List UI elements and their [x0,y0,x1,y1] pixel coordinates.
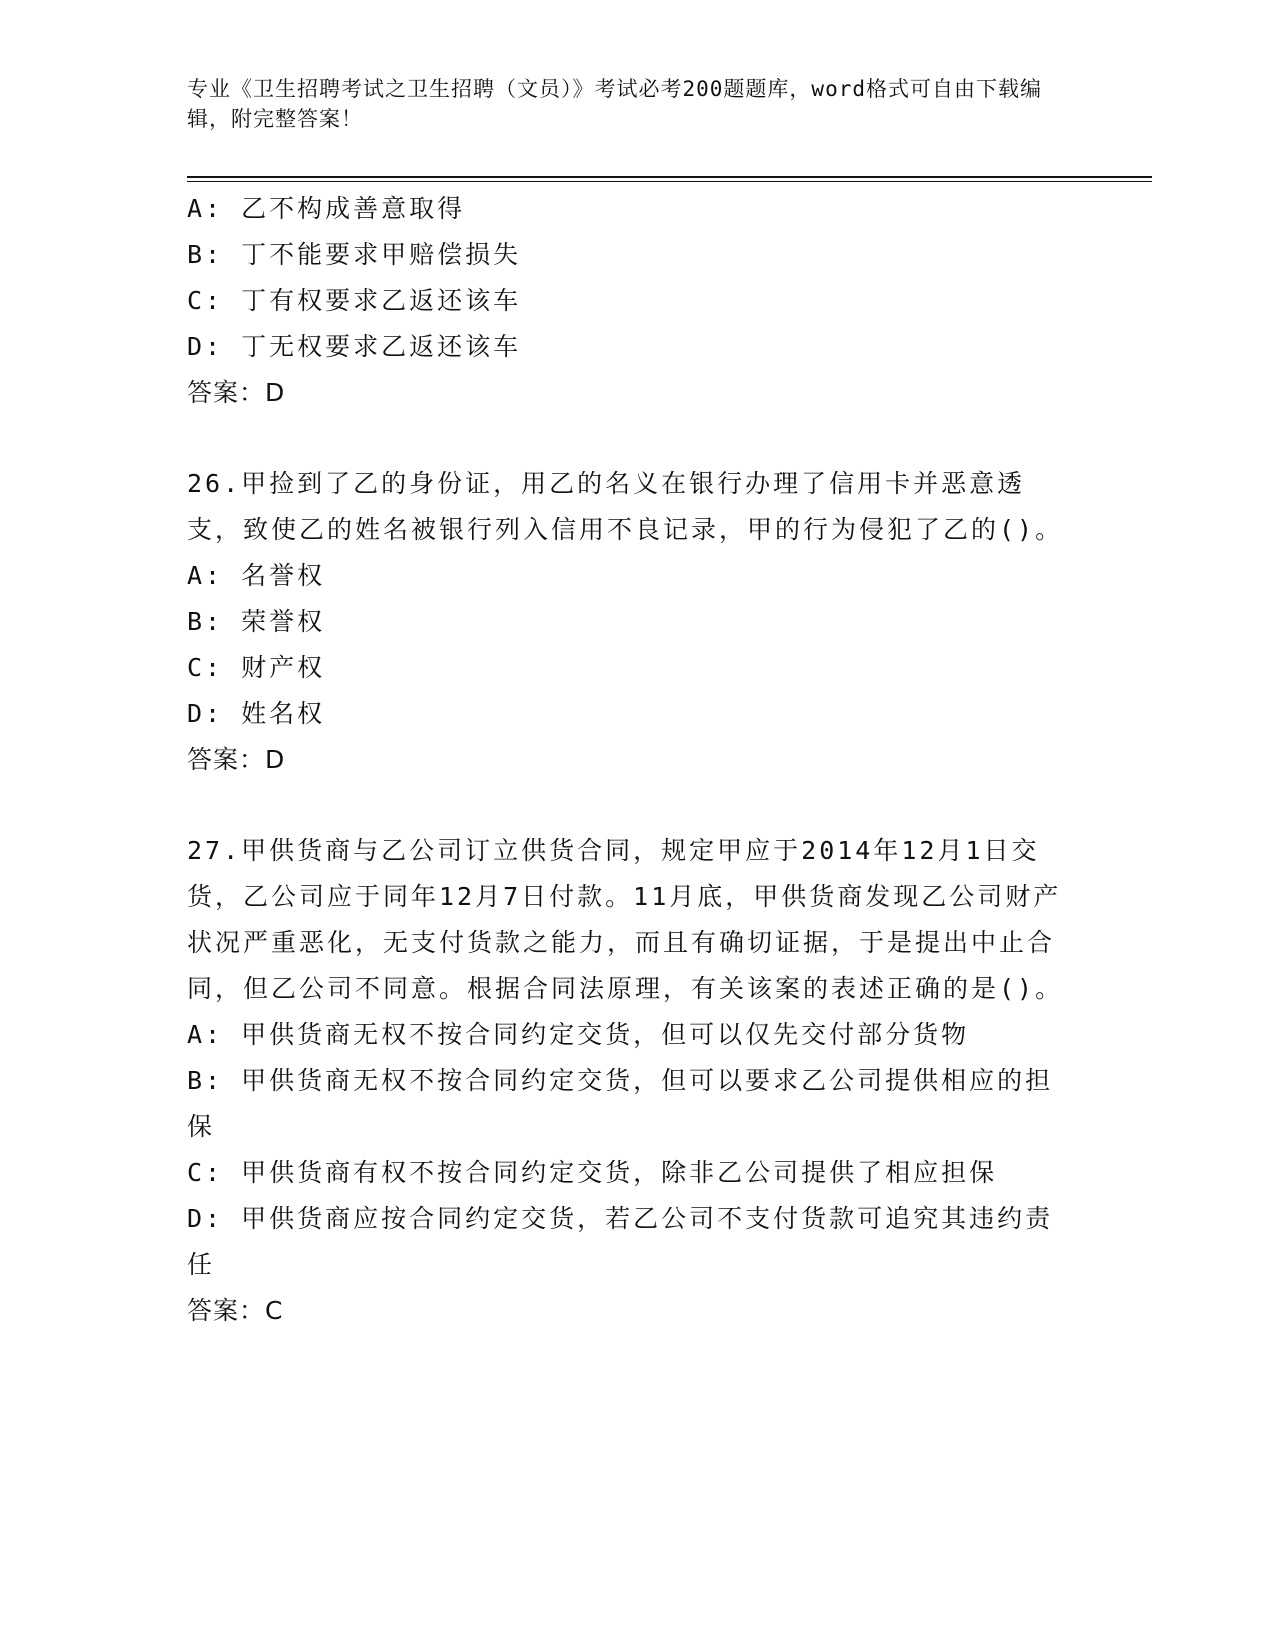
option-a: A: 甲供货商无权不按合同约定交货，但可以仅先交付部分货物 [187,1020,970,1049]
option-a: A: 名誉权 [187,561,326,590]
option-b: B: 丁不能要求甲赔偿损失 [187,240,522,269]
question-stem: 27.甲供货商与乙公司订立供货合同，规定甲应于2014年12月1日交货，乙公司应于同年12月7日付款。11月底，甲供货商发现乙公司财产状况严重恶化，无支付货款之能力，而且有确切证据，于是提出中止合同，但乙公司不同意。根据合同法原理，有关该案的表述正确的是()。 [187,836,1064,1003]
header-divider-thick [187,176,1152,178]
option-c: C: 财产权 [187,653,326,682]
question-26 [187,461,1067,783]
spacer [187,416,1067,461]
question-27 [187,828,1067,1334]
question-25-continued [187,186,1067,416]
document-header: 专业《卫生招聘考试之卫生招聘（文员）》考试必考200题题库，word格式可自由下载编辑，附完整答案！ [187,77,1042,131]
option-b: B: 荣誉权 [187,607,326,636]
answer: 答案：C [187,1296,284,1325]
document-body [187,186,1067,1334]
option-d: D: 丁无权要求乙返还该车 [187,332,522,361]
header-divider-thin [187,181,1152,182]
option-b: B: 甲供货商无权不按合同约定交货，但可以要求乙公司提供相应的担保 [187,1066,1054,1141]
option-c: C: 丁有权要求乙返还该车 [187,286,522,315]
spacer [187,783,1067,828]
option-c: C: 甲供货商有权不按合同约定交货，除非乙公司提供了相应担保 [187,1158,998,1187]
option-d: D: 姓名权 [187,699,326,728]
question-stem: 26.甲捡到了乙的身份证，用乙的名义在银行办理了信用卡并恶意透支，致使乙的姓名被银行列入信用不良记录，甲的行为侵犯了乙的()。 [187,469,1064,544]
answer: 答案：D [187,378,286,407]
answer: 答案：D [187,745,286,774]
option-a: A: 乙不构成善意取得 [187,194,466,223]
option-d: D: 甲供货商应按合同约定交货，若乙公司不支付货款可追究其违约责任 [187,1204,1054,1279]
